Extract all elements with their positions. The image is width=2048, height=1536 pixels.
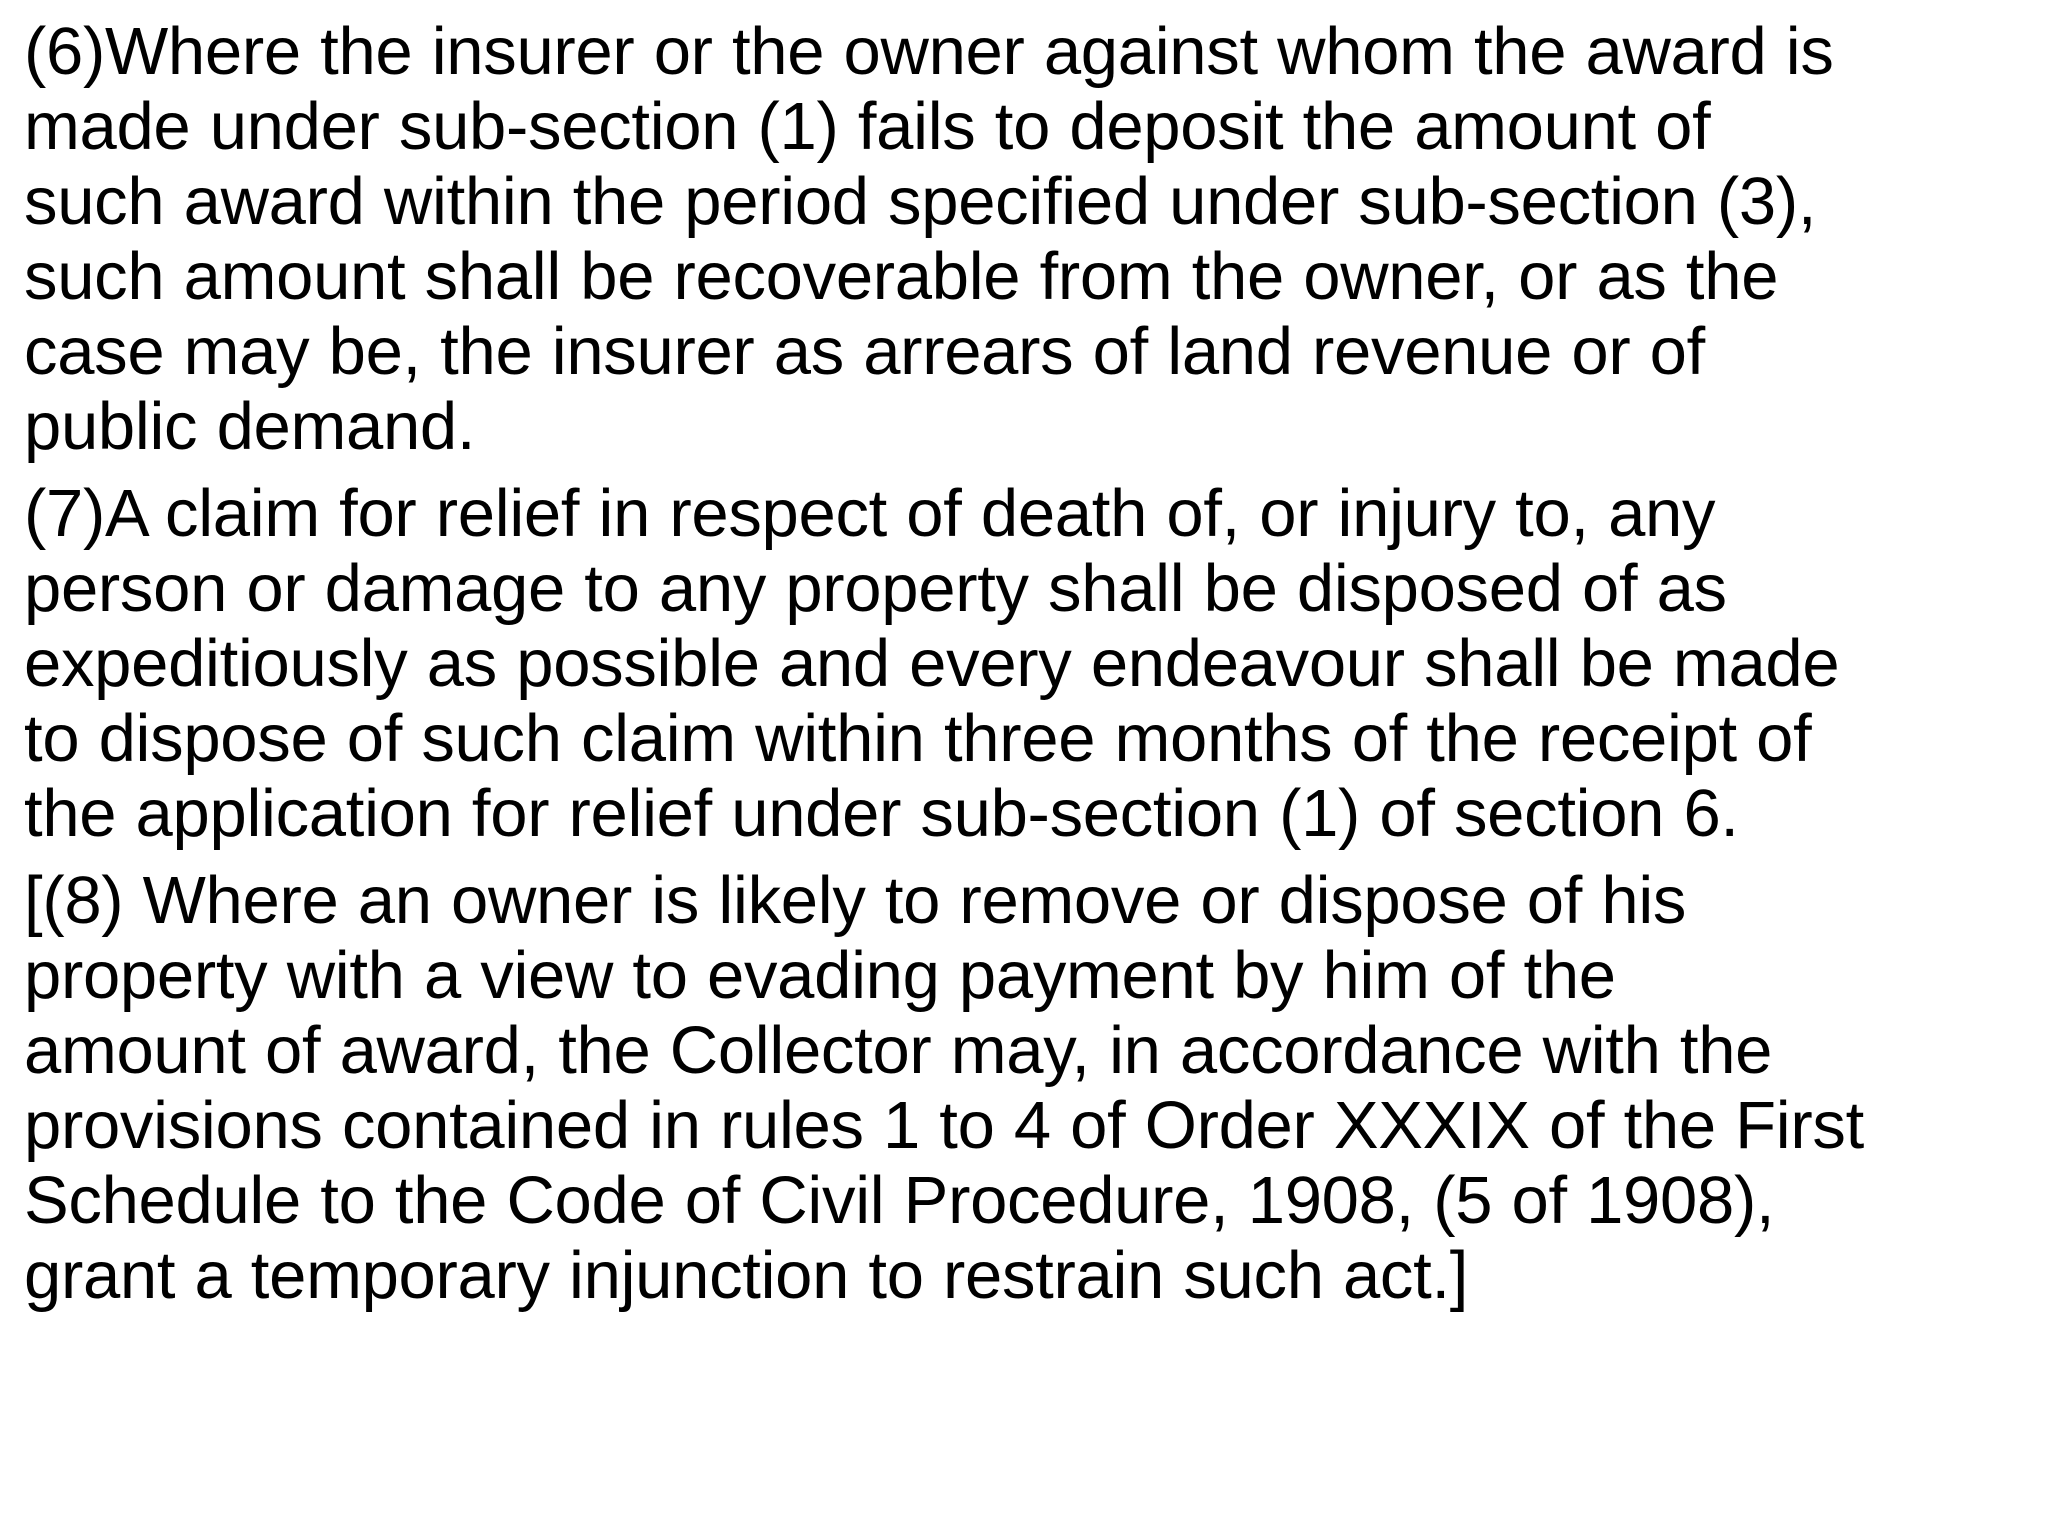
paragraph-6-line: made under sub-section (1) fails to deposit the amount of bbox=[24, 89, 1711, 164]
paragraph-8-line: property with a view to evading payment by him of the bbox=[24, 938, 1616, 1013]
paragraph-6-line: (6)Where the insurer or the owner against whom the award is bbox=[24, 14, 1834, 89]
paragraph-6 bbox=[24, 14, 2034, 464]
slide-body bbox=[24, 14, 2034, 1325]
paragraph-8-line: provisions contained in rules 1 to 4 of Order XXXIX of the First bbox=[24, 1088, 1864, 1163]
paragraph-7-line: expeditiously as possible and every endeavour shall be made bbox=[24, 626, 1840, 701]
paragraph-6-line: public demand. bbox=[24, 389, 476, 464]
paragraph-7-line: the application for relief under sub-section (1) of section 6. bbox=[24, 776, 1739, 851]
paragraph-8-line: [(8) Where an owner is likely to remove or dispose of his bbox=[24, 863, 1687, 938]
paragraph-8-line: grant a temporary injunction to restrain such act.] bbox=[24, 1238, 1469, 1313]
paragraph-6-line: such award within the period specified under sub-section (3), bbox=[24, 164, 1817, 239]
paragraph-7-line: (7)A claim for relief in respect of death of, or injury to, any bbox=[24, 476, 1716, 551]
paragraph-6-line: case may be, the insurer as arrears of land revenue or of bbox=[24, 314, 1705, 389]
paragraph-7 bbox=[24, 476, 2034, 851]
paragraph-8 bbox=[24, 863, 2034, 1313]
paragraph-8-line: Schedule to the Code of Civil Procedure, 1908, (5 of 1908), bbox=[24, 1163, 1775, 1238]
paragraph-7-line: person or damage to any property shall be disposed of as bbox=[24, 551, 1727, 626]
paragraph-8-line: amount of award, the Collector may, in accordance with the bbox=[24, 1013, 1773, 1088]
paragraph-6-line: such amount shall be recoverable from the owner, or as the bbox=[24, 239, 1779, 314]
paragraph-7-line: to dispose of such claim within three months of the receipt of bbox=[24, 701, 1812, 776]
